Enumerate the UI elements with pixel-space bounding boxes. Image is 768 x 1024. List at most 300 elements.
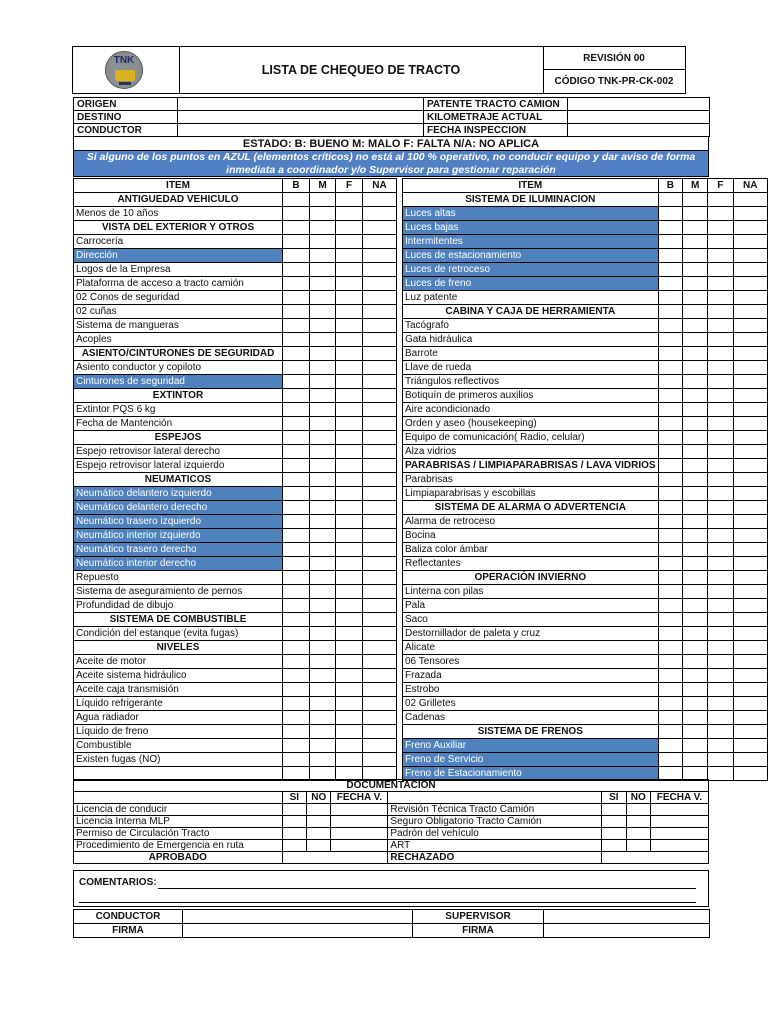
check-f-cell[interactable] — [708, 655, 733, 669]
check-b-cell[interactable] — [283, 683, 310, 697]
check-m-cell[interactable] — [683, 403, 708, 417]
check-m-cell[interactable] — [683, 221, 708, 235]
check-na-cell[interactable] — [733, 739, 767, 753]
check-f-cell[interactable] — [708, 417, 733, 431]
check-m-cell[interactable] — [310, 235, 336, 249]
check-f-cell[interactable] — [336, 515, 363, 529]
check-na-cell[interactable] — [733, 431, 767, 445]
check-f-cell[interactable] — [708, 739, 733, 753]
check-b-cell[interactable] — [283, 417, 310, 431]
check-m-cell[interactable] — [310, 305, 336, 319]
check-m-cell[interactable] — [310, 711, 336, 725]
check-b-cell[interactable] — [283, 319, 310, 333]
origen-field[interactable] — [178, 98, 424, 111]
check-m-cell[interactable] — [683, 473, 708, 487]
check-na-cell[interactable] — [733, 767, 767, 781]
check-f-cell[interactable] — [336, 291, 363, 305]
check-na-cell[interactable] — [733, 277, 767, 291]
check-b-cell[interactable] — [658, 599, 683, 613]
check-na-cell[interactable] — [733, 235, 767, 249]
check-b-cell[interactable] — [658, 235, 683, 249]
check-b-cell[interactable] — [658, 739, 683, 753]
check-m-cell[interactable] — [683, 753, 708, 767]
comments-box[interactable] — [73, 870, 709, 907]
check-b-cell[interactable] — [658, 375, 683, 389]
check-na-cell[interactable] — [363, 571, 397, 585]
doc-si-cell[interactable] — [602, 804, 626, 816]
check-m-cell[interactable] — [310, 501, 336, 515]
check-na-cell[interactable] — [363, 697, 397, 711]
check-b-cell[interactable] — [283, 725, 310, 739]
kilometraje-field[interactable] — [568, 111, 710, 124]
check-m-cell[interactable] — [310, 487, 336, 501]
check-b-cell[interactable] — [658, 515, 683, 529]
check-m-cell[interactable] — [310, 459, 336, 473]
check-b-cell[interactable] — [283, 627, 310, 641]
check-b-cell[interactable] — [283, 543, 310, 557]
check-na-cell[interactable] — [363, 277, 397, 291]
check-m-cell[interactable] — [310, 599, 336, 613]
check-f-cell[interactable] — [336, 571, 363, 585]
check-b-cell[interactable] — [283, 739, 310, 753]
destino-field[interactable] — [178, 111, 424, 124]
check-f-cell[interactable] — [708, 669, 733, 683]
check-f-cell[interactable] — [336, 375, 363, 389]
check-b-cell[interactable] — [658, 347, 683, 361]
check-b-cell[interactable] — [283, 305, 310, 319]
check-na-cell[interactable] — [363, 417, 397, 431]
check-b-cell[interactable] — [283, 487, 310, 501]
check-f-cell[interactable] — [708, 347, 733, 361]
check-f-cell[interactable] — [708, 585, 733, 599]
check-f-cell[interactable] — [336, 305, 363, 319]
check-f-cell[interactable] — [708, 529, 733, 543]
check-m-cell[interactable] — [310, 333, 336, 347]
check-f-cell[interactable] — [708, 277, 733, 291]
check-f-cell[interactable] — [708, 711, 733, 725]
check-m-cell[interactable] — [683, 641, 708, 655]
check-na-cell[interactable] — [363, 207, 397, 221]
doc-no-cell[interactable] — [626, 804, 650, 816]
check-b-cell[interactable] — [283, 235, 310, 249]
check-f-cell[interactable] — [336, 207, 363, 221]
check-na-cell[interactable] — [733, 655, 767, 669]
check-na-cell[interactable] — [733, 473, 767, 487]
check-b-cell[interactable] — [658, 207, 683, 221]
check-b-cell[interactable] — [283, 515, 310, 529]
check-b-cell[interactable] — [658, 543, 683, 557]
check-b-cell[interactable] — [658, 431, 683, 445]
check-na-cell[interactable] — [733, 585, 767, 599]
check-m-cell[interactable] — [310, 249, 336, 263]
check-f-cell[interactable] — [708, 361, 733, 375]
check-f-cell[interactable] — [336, 669, 363, 683]
check-f-cell[interactable] — [336, 655, 363, 669]
check-m-cell[interactable] — [683, 585, 708, 599]
check-na-cell[interactable] — [363, 375, 397, 389]
check-m-cell[interactable] — [310, 627, 336, 641]
check-b-cell[interactable] — [283, 669, 310, 683]
check-na-cell[interactable] — [363, 305, 397, 319]
check-f-cell[interactable] — [708, 207, 733, 221]
check-na-cell[interactable] — [733, 221, 767, 235]
check-na-cell[interactable] — [363, 501, 397, 515]
check-f-cell[interactable] — [708, 641, 733, 655]
check-m-cell[interactable] — [310, 403, 336, 417]
check-na-cell[interactable] — [363, 291, 397, 305]
check-f-cell[interactable] — [708, 767, 733, 781]
check-m-cell[interactable] — [683, 319, 708, 333]
check-na-cell[interactable] — [363, 361, 397, 375]
check-b-cell[interactable] — [283, 249, 310, 263]
check-m-cell[interactable] — [310, 571, 336, 585]
check-b-cell[interactable] — [658, 697, 683, 711]
check-na-cell[interactable] — [363, 669, 397, 683]
doc-fecha-cell[interactable] — [650, 840, 708, 852]
doc-fecha-cell[interactable] — [650, 828, 708, 840]
check-m-cell[interactable] — [683, 249, 708, 263]
check-f-cell[interactable] — [708, 515, 733, 529]
check-na-cell[interactable] — [363, 487, 397, 501]
conductor-field[interactable] — [178, 124, 424, 137]
check-b-cell[interactable] — [658, 333, 683, 347]
check-b-cell[interactable] — [283, 277, 310, 291]
check-m-cell[interactable] — [683, 739, 708, 753]
check-b-cell[interactable] — [658, 557, 683, 571]
check-na-cell[interactable] — [733, 529, 767, 543]
check-m-cell[interactable] — [310, 585, 336, 599]
check-na-cell[interactable] — [733, 557, 767, 571]
check-f-cell[interactable] — [336, 333, 363, 347]
fecha-field[interactable] — [568, 124, 710, 137]
check-f-cell[interactable] — [708, 403, 733, 417]
check-b-cell[interactable] — [658, 445, 683, 459]
check-b-cell[interactable] — [658, 641, 683, 655]
check-m-cell[interactable] — [683, 445, 708, 459]
check-m-cell[interactable] — [683, 543, 708, 557]
check-m-cell[interactable] — [310, 683, 336, 697]
check-f-cell[interactable] — [708, 319, 733, 333]
check-f-cell[interactable] — [708, 445, 733, 459]
check-b-cell[interactable] — [658, 585, 683, 599]
check-b-cell[interactable] — [283, 655, 310, 669]
check-f-cell[interactable] — [336, 277, 363, 291]
check-b-cell[interactable] — [658, 613, 683, 627]
check-na-cell[interactable] — [363, 319, 397, 333]
check-b-cell[interactable] — [658, 655, 683, 669]
check-f-cell[interactable] — [336, 683, 363, 697]
check-na-cell[interactable] — [363, 459, 397, 473]
doc-si-cell[interactable] — [282, 804, 306, 816]
supervisor-name-field[interactable] — [544, 910, 710, 924]
check-f-cell[interactable] — [336, 739, 363, 753]
check-m-cell[interactable] — [683, 235, 708, 249]
check-f-cell[interactable] — [336, 627, 363, 641]
check-m-cell[interactable] — [310, 739, 336, 753]
check-na-cell[interactable] — [733, 403, 767, 417]
check-b-cell[interactable] — [283, 333, 310, 347]
check-na-cell[interactable] — [733, 361, 767, 375]
check-b-cell[interactable] — [658, 319, 683, 333]
check-b-cell[interactable] — [283, 697, 310, 711]
check-b-cell[interactable] — [283, 375, 310, 389]
check-m-cell[interactable] — [310, 207, 336, 221]
check-m-cell[interactable] — [683, 655, 708, 669]
check-m-cell[interactable] — [683, 683, 708, 697]
check-na-cell[interactable] — [733, 417, 767, 431]
check-na-cell[interactable] — [363, 725, 397, 739]
doc-fecha-cell[interactable] — [331, 828, 388, 840]
check-f-cell[interactable] — [336, 459, 363, 473]
check-b-cell[interactable] — [658, 417, 683, 431]
check-f-cell[interactable] — [708, 263, 733, 277]
check-m-cell[interactable] — [310, 669, 336, 683]
check-m-cell[interactable] — [683, 263, 708, 277]
check-m-cell[interactable] — [310, 291, 336, 305]
check-b-cell[interactable] — [283, 207, 310, 221]
check-na-cell[interactable] — [733, 207, 767, 221]
check-b-cell[interactable] — [658, 361, 683, 375]
check-b-cell[interactable] — [283, 711, 310, 725]
check-f-cell[interactable] — [336, 529, 363, 543]
check-f-cell[interactable] — [336, 249, 363, 263]
check-f-cell[interactable] — [336, 235, 363, 249]
check-f-cell[interactable] — [708, 487, 733, 501]
doc-no-cell[interactable] — [307, 828, 331, 840]
check-m-cell[interactable] — [310, 319, 336, 333]
check-m-cell[interactable] — [310, 361, 336, 375]
doc-no-cell[interactable] — [626, 840, 650, 852]
check-na-cell[interactable] — [733, 347, 767, 361]
doc-no-cell[interactable] — [626, 828, 650, 840]
check-na-cell[interactable] — [363, 585, 397, 599]
check-na-cell[interactable] — [363, 249, 397, 263]
check-b-cell[interactable] — [283, 403, 310, 417]
check-m-cell[interactable] — [310, 529, 336, 543]
doc-si-cell[interactable] — [602, 840, 626, 852]
check-m-cell[interactable] — [683, 711, 708, 725]
check-na-cell[interactable] — [733, 445, 767, 459]
check-f-cell[interactable] — [708, 235, 733, 249]
patente-field[interactable] — [568, 98, 710, 111]
supervisor-firma-field[interactable] — [544, 924, 710, 938]
conductor-firma-field[interactable] — [183, 924, 413, 938]
check-m-cell[interactable] — [310, 417, 336, 431]
check-m-cell[interactable] — [310, 445, 336, 459]
doc-si-cell[interactable] — [602, 816, 626, 828]
check-b-cell[interactable] — [658, 291, 683, 305]
check-na-cell[interactable] — [363, 711, 397, 725]
check-f-cell[interactable] — [708, 389, 733, 403]
check-m-cell[interactable] — [310, 557, 336, 571]
check-m-cell[interactable] — [310, 725, 336, 739]
check-b-cell[interactable] — [658, 683, 683, 697]
check-na-cell[interactable] — [363, 739, 397, 753]
check-f-cell[interactable] — [336, 403, 363, 417]
check-m-cell[interactable] — [310, 263, 336, 277]
check-b-cell[interactable] — [283, 291, 310, 305]
check-f-cell[interactable] — [336, 585, 363, 599]
check-f-cell[interactable] — [708, 291, 733, 305]
check-f-cell[interactable] — [336, 725, 363, 739]
check-f-cell[interactable] — [708, 375, 733, 389]
doc-no-cell[interactable] — [307, 816, 331, 828]
check-f-cell[interactable] — [336, 417, 363, 431]
rechazado-box[interactable] — [602, 852, 709, 864]
check-f-cell[interactable] — [336, 361, 363, 375]
check-na-cell[interactable] — [363, 333, 397, 347]
check-na-cell[interactable] — [363, 753, 397, 767]
check-m-cell[interactable] — [310, 277, 336, 291]
check-na-cell[interactable] — [363, 529, 397, 543]
check-na-cell[interactable] — [733, 515, 767, 529]
check-b-cell[interactable] — [658, 403, 683, 417]
check-b-cell[interactable] — [283, 571, 310, 585]
check-m-cell[interactable] — [683, 347, 708, 361]
check-m-cell[interactable] — [683, 389, 708, 403]
check-m-cell[interactable] — [683, 529, 708, 543]
check-m-cell[interactable] — [683, 557, 708, 571]
check-b-cell[interactable] — [283, 459, 310, 473]
aprobado-box[interactable] — [282, 852, 388, 864]
check-b-cell[interactable] — [283, 599, 310, 613]
doc-no-cell[interactable] — [307, 840, 331, 852]
check-na-cell[interactable] — [363, 445, 397, 459]
check-f-cell[interactable] — [708, 627, 733, 641]
check-na-cell[interactable] — [733, 487, 767, 501]
check-m-cell[interactable] — [683, 599, 708, 613]
check-na-cell[interactable] — [363, 403, 397, 417]
check-b-cell[interactable] — [658, 669, 683, 683]
check-f-cell[interactable] — [708, 221, 733, 235]
check-na-cell[interactable] — [363, 655, 397, 669]
check-f-cell[interactable] — [336, 543, 363, 557]
check-f-cell[interactable] — [336, 753, 363, 767]
check-na-cell[interactable] — [363, 599, 397, 613]
check-f-cell[interactable] — [708, 431, 733, 445]
check-m-cell[interactable] — [683, 613, 708, 627]
check-na-cell[interactable] — [733, 711, 767, 725]
check-m-cell[interactable] — [683, 417, 708, 431]
check-f-cell[interactable] — [336, 487, 363, 501]
conductor-name-field[interactable] — [183, 910, 413, 924]
check-na-cell[interactable] — [363, 683, 397, 697]
doc-fecha-cell[interactable] — [650, 804, 708, 816]
check-f-cell[interactable] — [336, 501, 363, 515]
check-f-cell[interactable] — [708, 753, 733, 767]
check-b-cell[interactable] — [658, 627, 683, 641]
check-m-cell[interactable] — [310, 515, 336, 529]
doc-fecha-cell[interactable] — [331, 816, 388, 828]
doc-si-cell[interactable] — [282, 816, 306, 828]
check-na-cell[interactable] — [363, 557, 397, 571]
check-b-cell[interactable] — [658, 473, 683, 487]
doc-fecha-cell[interactable] — [331, 804, 388, 816]
check-b-cell[interactable] — [283, 501, 310, 515]
check-b-cell[interactable] — [283, 557, 310, 571]
check-b-cell[interactable] — [283, 585, 310, 599]
check-m-cell[interactable] — [683, 375, 708, 389]
check-na-cell[interactable] — [733, 543, 767, 557]
check-b-cell[interactable] — [283, 445, 310, 459]
check-m-cell[interactable] — [310, 375, 336, 389]
check-f-cell[interactable] — [336, 711, 363, 725]
check-m-cell[interactable] — [310, 753, 336, 767]
check-na-cell[interactable] — [363, 627, 397, 641]
check-b-cell[interactable] — [658, 487, 683, 501]
doc-fecha-cell[interactable] — [650, 816, 708, 828]
check-na-cell[interactable] — [363, 235, 397, 249]
check-na-cell[interactable] — [733, 249, 767, 263]
doc-si-cell[interactable] — [282, 840, 306, 852]
check-m-cell[interactable] — [310, 697, 336, 711]
check-na-cell[interactable] — [733, 263, 767, 277]
check-b-cell[interactable] — [658, 263, 683, 277]
check-m-cell[interactable] — [310, 543, 336, 557]
check-f-cell[interactable] — [708, 557, 733, 571]
check-m-cell[interactable] — [683, 697, 708, 711]
check-m-cell[interactable] — [683, 515, 708, 529]
check-b-cell[interactable] — [658, 711, 683, 725]
check-na-cell[interactable] — [733, 683, 767, 697]
check-m-cell[interactable] — [683, 207, 708, 221]
check-na-cell[interactable] — [733, 389, 767, 403]
check-na-cell[interactable] — [733, 627, 767, 641]
doc-si-cell[interactable] — [282, 828, 306, 840]
check-b-cell[interactable] — [658, 221, 683, 235]
check-m-cell[interactable] — [683, 277, 708, 291]
check-na-cell[interactable] — [733, 613, 767, 627]
check-b-cell[interactable] — [658, 277, 683, 291]
check-b-cell[interactable] — [283, 529, 310, 543]
check-b-cell[interactable] — [283, 263, 310, 277]
doc-no-cell[interactable] — [307, 804, 331, 816]
check-b-cell[interactable] — [658, 753, 683, 767]
check-f-cell[interactable] — [336, 319, 363, 333]
check-na-cell[interactable] — [733, 697, 767, 711]
check-na-cell[interactable] — [733, 599, 767, 613]
check-f-cell[interactable] — [336, 445, 363, 459]
check-f-cell[interactable] — [708, 697, 733, 711]
check-m-cell[interactable] — [683, 291, 708, 305]
check-b-cell[interactable] — [658, 249, 683, 263]
check-m-cell[interactable] — [683, 487, 708, 501]
check-f-cell[interactable] — [708, 683, 733, 697]
check-na-cell[interactable] — [733, 333, 767, 347]
check-f-cell[interactable] — [708, 333, 733, 347]
check-m-cell[interactable] — [683, 361, 708, 375]
check-f-cell[interactable] — [708, 599, 733, 613]
check-na-cell[interactable] — [733, 753, 767, 767]
check-na-cell[interactable] — [363, 543, 397, 557]
check-na-cell[interactable] — [363, 515, 397, 529]
check-na-cell[interactable] — [733, 641, 767, 655]
doc-si-cell[interactable] — [602, 828, 626, 840]
doc-no-cell[interactable] — [626, 816, 650, 828]
check-b-cell[interactable] — [283, 753, 310, 767]
check-na-cell[interactable] — [733, 669, 767, 683]
check-f-cell[interactable] — [336, 599, 363, 613]
check-na-cell[interactable] — [733, 291, 767, 305]
check-b-cell[interactable] — [658, 389, 683, 403]
doc-fecha-cell[interactable] — [331, 840, 388, 852]
check-na-cell[interactable] — [733, 319, 767, 333]
check-b-cell[interactable] — [283, 361, 310, 375]
check-m-cell[interactable] — [683, 669, 708, 683]
check-f-cell[interactable] — [708, 473, 733, 487]
check-m-cell[interactable] — [683, 431, 708, 445]
check-f-cell[interactable] — [708, 249, 733, 263]
